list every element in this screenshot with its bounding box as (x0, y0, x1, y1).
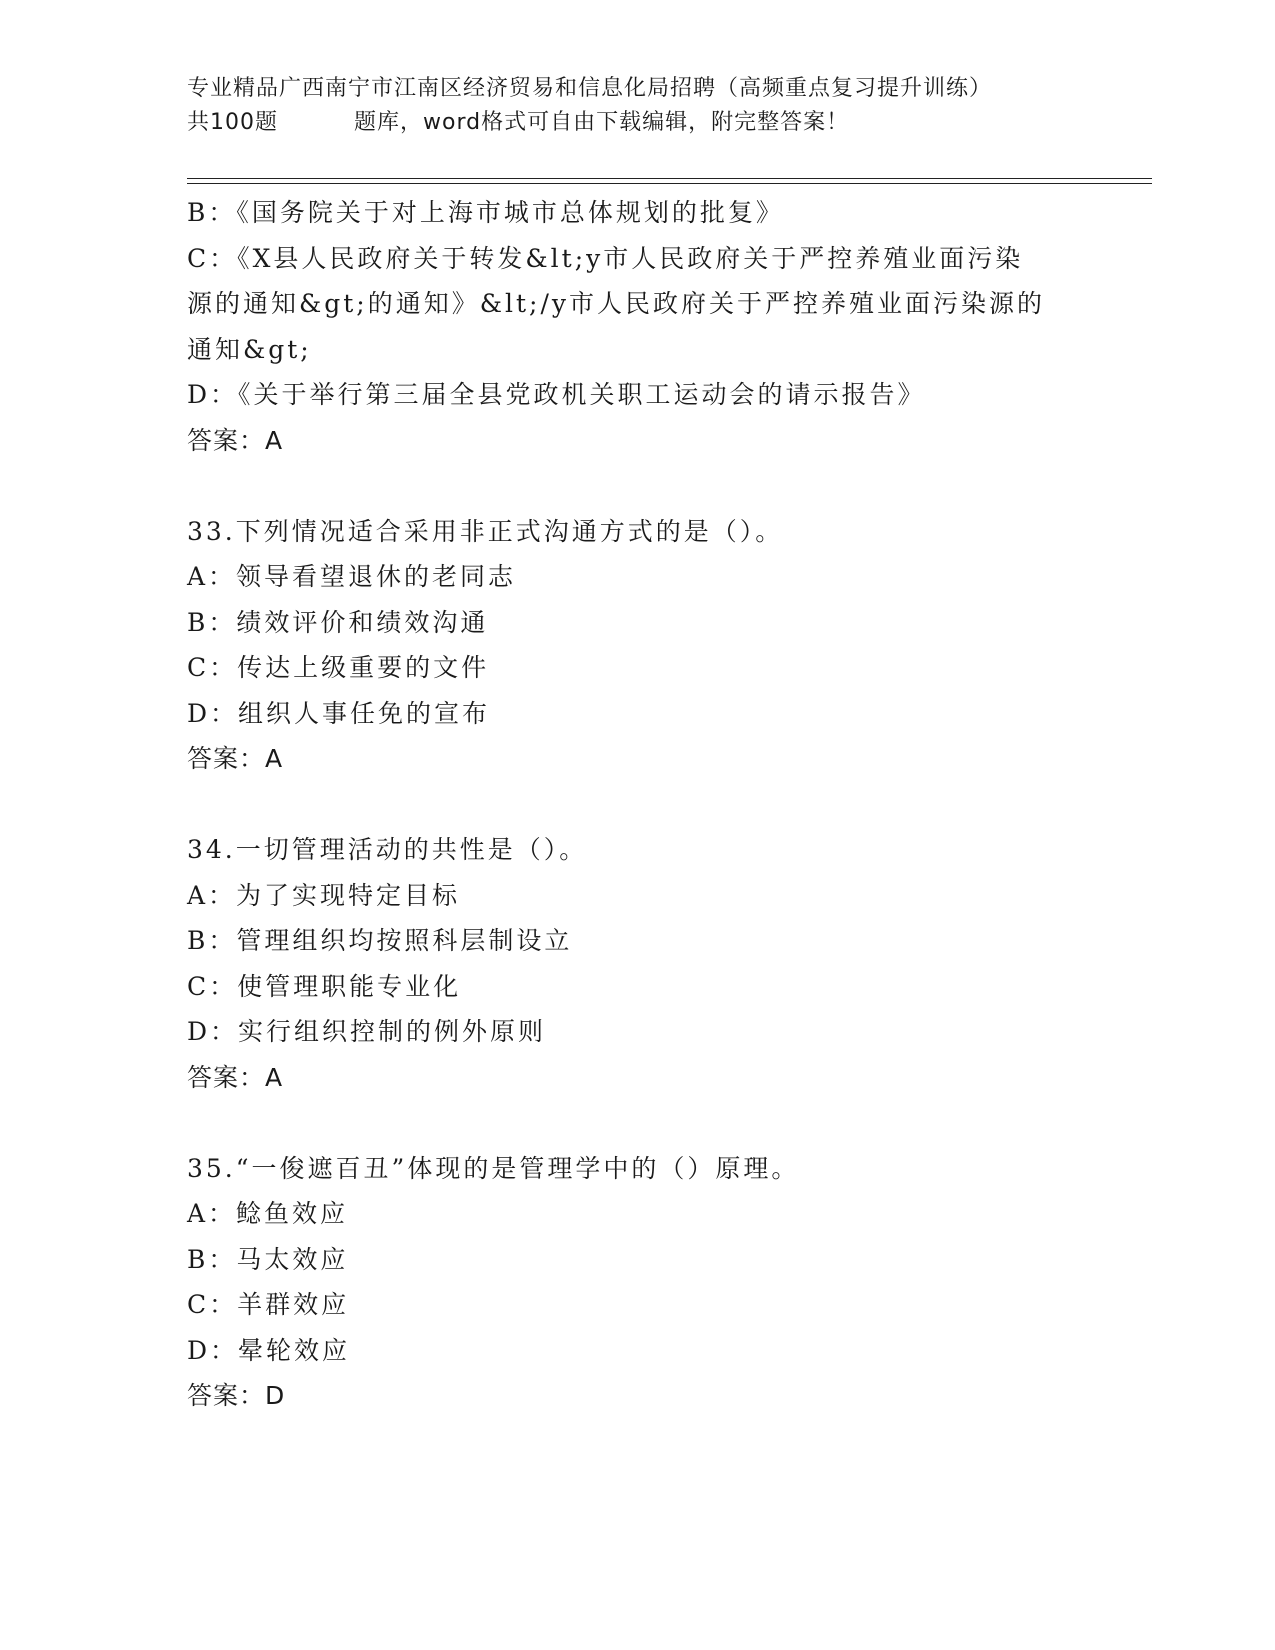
option-c: C：使管理职能专业化 (187, 971, 462, 1001)
option-d: D：实行组织控制的例外原则 (187, 1017, 547, 1046)
answer-line: 答案：A (187, 744, 284, 773)
page-header (187, 72, 1087, 140)
header-subtitle (187, 106, 1087, 140)
option-a: A：鲶鱼效应 (187, 1199, 349, 1228)
option-line: 通知&gt; (187, 334, 312, 364)
option-line: B：《国务院关于对上海市城市总体规划的批复》 (187, 198, 784, 227)
option-b: B：管理组织均按照科层制设立 (187, 926, 573, 955)
document-body (187, 190, 1087, 1419)
spacer (187, 1100, 1087, 1146)
option-line: C：《X县人民政府关于转发&lt;y市人民政府关于严控养殖业面污染 (187, 243, 1024, 273)
spacer (187, 782, 1087, 828)
option-line: D：《关于举行第三届全县党政机关职工运动会的请示报告》 (187, 380, 926, 409)
option-line: 源的通知&gt;的通知》&lt;/y市人民政府关于严控养殖业面污染源的 (187, 289, 1045, 318)
header-title: 专业精品广西南宁市江南区经济贸易和信息化局招聘（高频重点复习提升训练） (187, 76, 993, 101)
header-rule-bottom (187, 183, 1152, 184)
question-34 (187, 827, 1087, 1100)
question-35 (187, 1146, 1087, 1419)
header-count: 共100题 (187, 110, 278, 135)
answer-line: 答案：A (187, 1062, 284, 1092)
option-c: C：羊群效应 (187, 1290, 350, 1319)
answer-line: 答案：D (187, 1381, 286, 1410)
option-d: D：组织人事任免的宣布 (187, 698, 491, 728)
question-continuation (187, 190, 1087, 463)
option-a: A：领导看望退休的老同志 (187, 562, 517, 591)
option-c: C：传达上级重要的文件 (187, 653, 490, 682)
option-a: A：为了实现特定目标 (187, 880, 461, 910)
answer-line: 答案：A (187, 425, 284, 455)
question-stem: 35.“一俊遮百丑”体现的是管理学中的（）原理。 (187, 1153, 800, 1183)
option-b: B：绩效评价和绩效沟通 (187, 607, 489, 637)
question-stem: 33.下列情况适合采用非正式沟通方式的是（）。 (187, 516, 784, 546)
option-d: D：晕轮效应 (187, 1335, 351, 1365)
header-description: 题库，word格式可自由下载编辑，附完整答案！ (354, 110, 850, 135)
question-stem: 34.一切管理活动的共性是（）。 (187, 835, 588, 864)
header-rule-top (187, 178, 1152, 179)
option-b: B：马太效应 (187, 1244, 349, 1274)
spacer (187, 463, 1087, 509)
question-33 (187, 509, 1087, 782)
